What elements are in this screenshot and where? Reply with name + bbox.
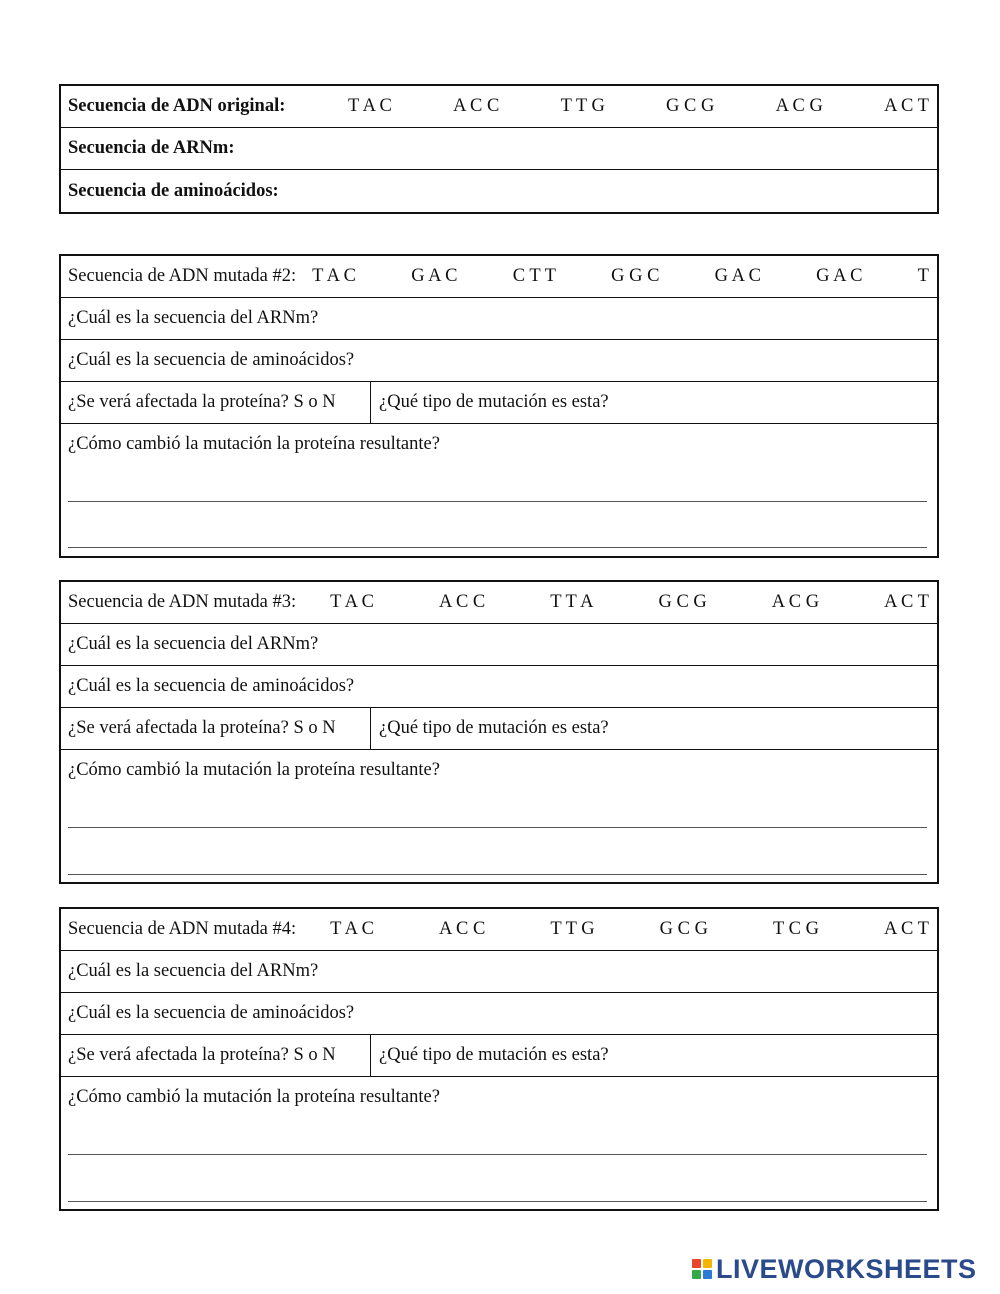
codon: T A C <box>312 266 356 286</box>
mutation-type-question: ¿Qué tipo de mutación es esta? <box>379 392 609 412</box>
mutation-2-table <box>59 254 939 558</box>
codon: A C G <box>771 592 820 612</box>
codon: T C G <box>773 919 819 939</box>
protein-affected-cell[interactable] <box>61 708 371 749</box>
protein-affected-question: ¿Se verá afectada la proteína? S o N <box>68 718 336 738</box>
logo-square <box>692 1259 701 1268</box>
protein-affected-cell[interactable] <box>61 1035 371 1076</box>
codon: G A C <box>816 266 863 286</box>
answer-line[interactable] <box>68 501 927 502</box>
original-dna-row <box>61 86 937 128</box>
aa-question-row[interactable] <box>61 666 937 708</box>
mrna-question: ¿Cuál es la secuencia del ARNm? <box>68 961 319 981</box>
codon: T T G <box>560 96 605 116</box>
liveworksheets-logo-icon <box>692 1259 712 1279</box>
mutation-type-question: ¿Qué tipo de mutación es esta? <box>379 718 609 738</box>
original-aa-row[interactable] <box>61 170 937 212</box>
codon: T T A <box>550 592 594 612</box>
answer-line[interactable] <box>68 874 927 875</box>
codon: T T G <box>550 919 595 939</box>
mrna-question: ¿Cuál es la secuencia del ARNm? <box>68 308 319 328</box>
protein-affected-question: ¿Se verá afectada la proteína? S o N <box>68 392 336 412</box>
aa-question: ¿Cuál es la secuencia de aminoácidos? <box>68 1003 355 1023</box>
codon: A C T <box>884 96 929 116</box>
mrna-question: ¿Cuál es la secuencia del ARNm? <box>68 634 319 654</box>
codon: G A C <box>411 266 458 286</box>
codon: A C C <box>453 96 500 116</box>
codon: G C G <box>658 592 707 612</box>
codon: C T T <box>512 266 556 286</box>
original-codons <box>348 96 937 117</box>
codon: G C G <box>659 919 708 939</box>
original-mrna-label: Secuencia de ARNm: <box>68 138 235 158</box>
codon: G G C <box>611 266 660 286</box>
codon: T A C <box>330 592 374 612</box>
codon: T <box>917 266 929 286</box>
codon: G C G <box>666 96 715 116</box>
logo-square <box>703 1270 712 1279</box>
mrna-question-row[interactable] <box>61 298 937 340</box>
mutation-type-cell[interactable] <box>371 708 937 749</box>
brand-text: LIVEWORKSHEETS <box>716 1253 977 1284</box>
affected-type-row <box>61 382 937 424</box>
mutation-dna-label: Secuencia de ADN mutada #4: <box>68 919 297 939</box>
codon: A C G <box>775 96 823 116</box>
codon: A C T <box>884 592 929 612</box>
protein-affected-question: ¿Se verá afectada la proteína? S o N <box>68 1045 336 1065</box>
aa-question-row[interactable] <box>61 993 937 1035</box>
original-sequence-table <box>59 84 939 214</box>
mutation-codons <box>312 266 937 287</box>
mutation-4-table <box>59 907 939 1211</box>
protein-affected-cell[interactable] <box>61 382 371 423</box>
mutation-type-question: ¿Qué tipo de mutación es esta? <box>379 1045 609 1065</box>
answer-line[interactable] <box>68 1154 927 1155</box>
codon: T A C <box>348 96 392 116</box>
codon: T A C <box>330 919 374 939</box>
aa-question-row[interactable] <box>61 340 937 382</box>
mutation-dna-row <box>61 582 937 624</box>
mutation-type-cell[interactable] <box>371 1035 937 1076</box>
logo-square <box>703 1259 712 1268</box>
mutation-type-cell[interactable] <box>371 382 937 423</box>
affected-type-row <box>61 1035 937 1077</box>
mrna-question-row[interactable] <box>61 951 937 993</box>
protein-change-answer[interactable] <box>61 750 937 882</box>
protein-change-answer[interactable] <box>61 424 937 556</box>
original-mrna-row[interactable] <box>61 128 937 170</box>
mutation-codons <box>330 919 937 940</box>
mutation-codons <box>330 592 937 613</box>
mutation-dna-row <box>61 256 937 298</box>
codon: G A C <box>714 266 761 286</box>
original-dna-label: Secuencia de ADN original: <box>68 96 286 116</box>
aa-question: ¿Cuál es la secuencia de aminoácidos? <box>68 350 355 370</box>
aa-question: ¿Cuál es la secuencia de aminoácidos? <box>68 676 355 696</box>
mutation-dna-label: Secuencia de ADN mutada #3: <box>68 592 297 612</box>
answer-line[interactable] <box>68 547 927 548</box>
original-aa-label: Secuencia de aminoácidos: <box>68 180 279 201</box>
mutation-dna-row <box>61 909 937 951</box>
answer-line[interactable] <box>68 1201 927 1202</box>
codon: A C C <box>439 919 486 939</box>
codon: A C C <box>438 592 486 612</box>
protein-change-question: ¿Cómo cambió la mutación la proteína resultante? <box>68 760 440 780</box>
mutation-3-table <box>59 580 939 884</box>
affected-type-row <box>61 708 937 750</box>
logo-square <box>692 1270 701 1279</box>
protein-change-question: ¿Cómo cambió la mutación la proteína resultante? <box>68 434 440 454</box>
codon: A C T <box>884 919 929 939</box>
protein-change-answer[interactable] <box>61 1077 937 1209</box>
protein-change-question: ¿Cómo cambió la mutación la proteína resultante? <box>68 1087 440 1107</box>
liveworksheets-logo <box>692 1254 977 1284</box>
mrna-question-row[interactable] <box>61 624 937 666</box>
answer-line[interactable] <box>68 827 927 828</box>
mutation-dna-label: Secuencia de ADN mutada #2: <box>68 266 297 286</box>
